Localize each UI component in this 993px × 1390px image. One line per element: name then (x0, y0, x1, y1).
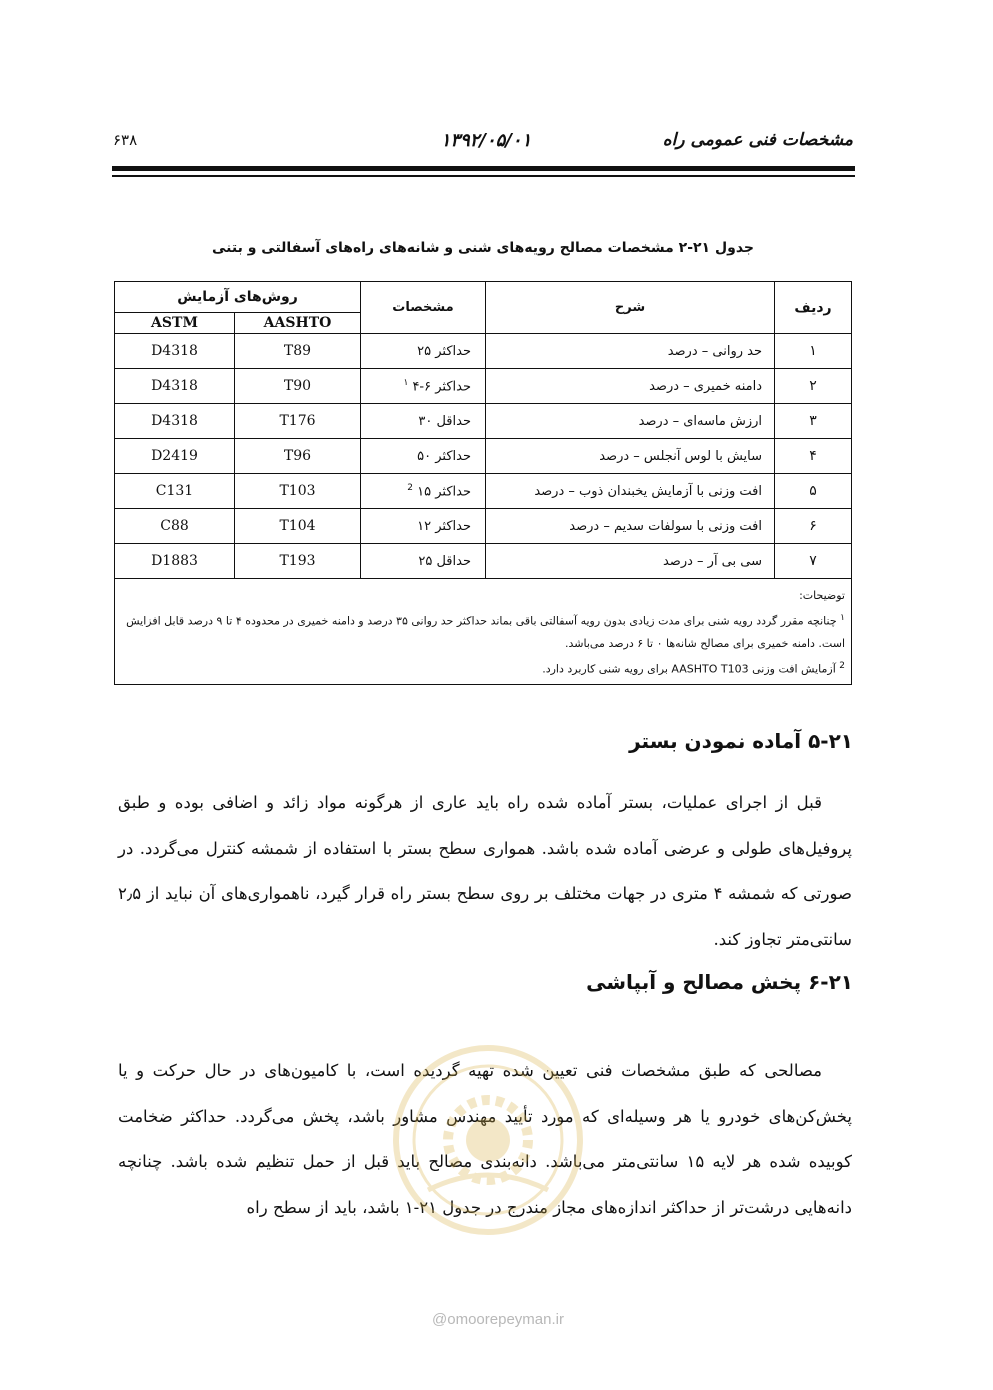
header-aashto: AASHTO (235, 313, 361, 334)
row-description: افت وزنی با سولفات سدیم – درصد (486, 509, 775, 544)
footnote-marker: ۱ (403, 377, 409, 388)
row-aashto: T90 (235, 369, 361, 404)
table-caption: جدول ۲۱-۲ مشخصات مصالح رویه‌های شنی و شانه‌های راه‌های آسفالتی و بتنی (211, 240, 754, 256)
note-1 (121, 607, 845, 655)
row-aashto: T96 (235, 439, 361, 474)
watermark-text: @omoorepeyman.ir (432, 1311, 564, 1328)
row-spec (361, 509, 486, 544)
header-description: شرح (486, 282, 775, 334)
row-description: سایش با لوس آنجلس – درصد (486, 439, 775, 474)
page-number: ۶۳۸ (113, 131, 138, 149)
row-aashto: T103 (235, 474, 361, 509)
note-1-text: چنانچه مقرر گردد رویه شنی برای مدت زیادی بدون رویه آسفالتی باقی بماند حداکثر حد روانی ۳۵ درصد و دامنه خمیری در محدوده ۴ تا ۹ درصد قابل افزایش است. دامنه خمیری برای مصالح شانه‌ها ۰ تا ۶ درصد می‌باشد. (126, 614, 845, 650)
header-index: ردیف (775, 282, 852, 334)
row-index: ۶ (775, 509, 852, 544)
spec-value: حداقل ۲۵ (418, 553, 471, 569)
table-header-row (115, 282, 852, 313)
row-description: سی بی آر – درصد (486, 544, 775, 579)
row-astm: D2419 (115, 439, 235, 474)
row-astm: C88 (115, 509, 235, 544)
header-date: ۱۳۹۲/۰۵/۰۱ (440, 130, 532, 151)
row-index: ۷ (775, 544, 852, 579)
row-spec (361, 544, 486, 579)
spec-value: حداکثر ۶-۴ (412, 379, 471, 395)
row-spec (361, 404, 486, 439)
note-2-marker: 2 (839, 660, 845, 671)
spec-value: حداقل ۳۰ (418, 413, 471, 429)
row-aashto: T193 (235, 544, 361, 579)
header-title: مشخصات فنی عمومی راه (662, 130, 853, 150)
watermark-seal (388, 1040, 588, 1240)
row-spec (361, 369, 486, 404)
row-astm: D4318 (115, 369, 235, 404)
notes-label: توضیحات: (799, 589, 845, 602)
section-5-text: قبل از اجرای عملیات، بستر آماده شده راه باید عاری از هرگونه مواد زائد و اضافی بوده و طبق پروفیل‌های طولی و عرضی آماده شده باشد. همواری سطح بستر با استفاده از شمشه کنترل می‌گردد. در صورتی که شمشه ۴ متری در جهات مختلف بر روی سطح بستر راه قرار گیرد، ناهمواری‌های آن نباید از ۲٫۵ سانتی‌متر تجاوز کند. (118, 793, 853, 949)
row-astm: D4318 (115, 334, 235, 369)
row-spec (361, 474, 486, 509)
row-description: افت وزنی با آزمایش یخبندان ذوب – درصد (486, 474, 775, 509)
spec-value: حداکثر ۱۵ (417, 484, 471, 500)
row-astm: C131 (115, 474, 235, 509)
row-index: ۴ (775, 439, 852, 474)
row-astm: D1883 (115, 544, 235, 579)
spec-value: حداکثر ۲۵ (417, 343, 471, 359)
table-row (115, 544, 852, 579)
section-6-heading: ۶-۲۱ پخش مصالح و آبپاشی (586, 970, 853, 994)
table-row (115, 334, 852, 369)
row-spec (361, 334, 486, 369)
row-index: ۳ (775, 404, 852, 439)
section-6-text: مصالحی که طبق مشخصات فنی تعیین شده تهیه گردیده است، با کامیون‌های در حال حرکت و یا پخش‌کن‌های خودرو یا هر وسیله‌ای که مورد تأیید مهندس مشاور باشد، پخش می‌گردد. حداکثر ضخامت کوبیده شده هر لایه ۱۵ سانتی‌متر می‌باشد. دانه‌بندی مصالح باید قبل از حمل تنظیم شده باشد. چنانچه دانه‌هایی درشت‌تر از حداکثر اندازه‌های مجاز مندرج در جدول ۲۱-۱ باشد، باید از سطح راه (118, 1061, 852, 1217)
row-astm: D4318 (115, 404, 235, 439)
note-2 (121, 655, 845, 681)
note-2-text: آزمایش افت وزنی AASHTO T103 برای رویه شنی کاربرد دارد. (542, 662, 836, 676)
table-row (115, 474, 852, 509)
row-description: حد روانی – درصد (486, 334, 775, 369)
table-notes (115, 579, 852, 685)
row-index: ۵ (775, 474, 852, 509)
section-5-heading: ۵-۲۱ آماده نمودن بستر (629, 729, 853, 753)
table-row (115, 404, 852, 439)
header-rule-thick (112, 166, 855, 171)
footnote-marker: 2 (407, 482, 413, 493)
row-index: ۱ (775, 334, 852, 369)
row-description: ارزش ماسه‌ای – درصد (486, 404, 775, 439)
row-index: ۲ (775, 369, 852, 404)
page-header (113, 128, 853, 164)
section-5-paragraph (118, 780, 852, 962)
spec-value: حداکثر ۱۲ (417, 518, 471, 534)
spec-table (114, 281, 852, 685)
row-aashto: T176 (235, 404, 361, 439)
table-row (115, 509, 852, 544)
spec-value: حداکثر ۵۰ (417, 448, 471, 464)
row-aashto: T104 (235, 509, 361, 544)
header-astm: ASTM (115, 313, 235, 334)
table-row (115, 439, 852, 474)
table-row (115, 369, 852, 404)
row-spec (361, 439, 486, 474)
note-1-marker: ۱ (840, 613, 845, 623)
header-rule-thin (112, 175, 855, 177)
row-description: دامنه خمیری – درصد (486, 369, 775, 404)
header-test-methods: روش‌های آزمایش (115, 282, 361, 313)
notes-row (115, 579, 852, 685)
row-aashto: T89 (235, 334, 361, 369)
header-spec: مشخصات (361, 282, 486, 334)
